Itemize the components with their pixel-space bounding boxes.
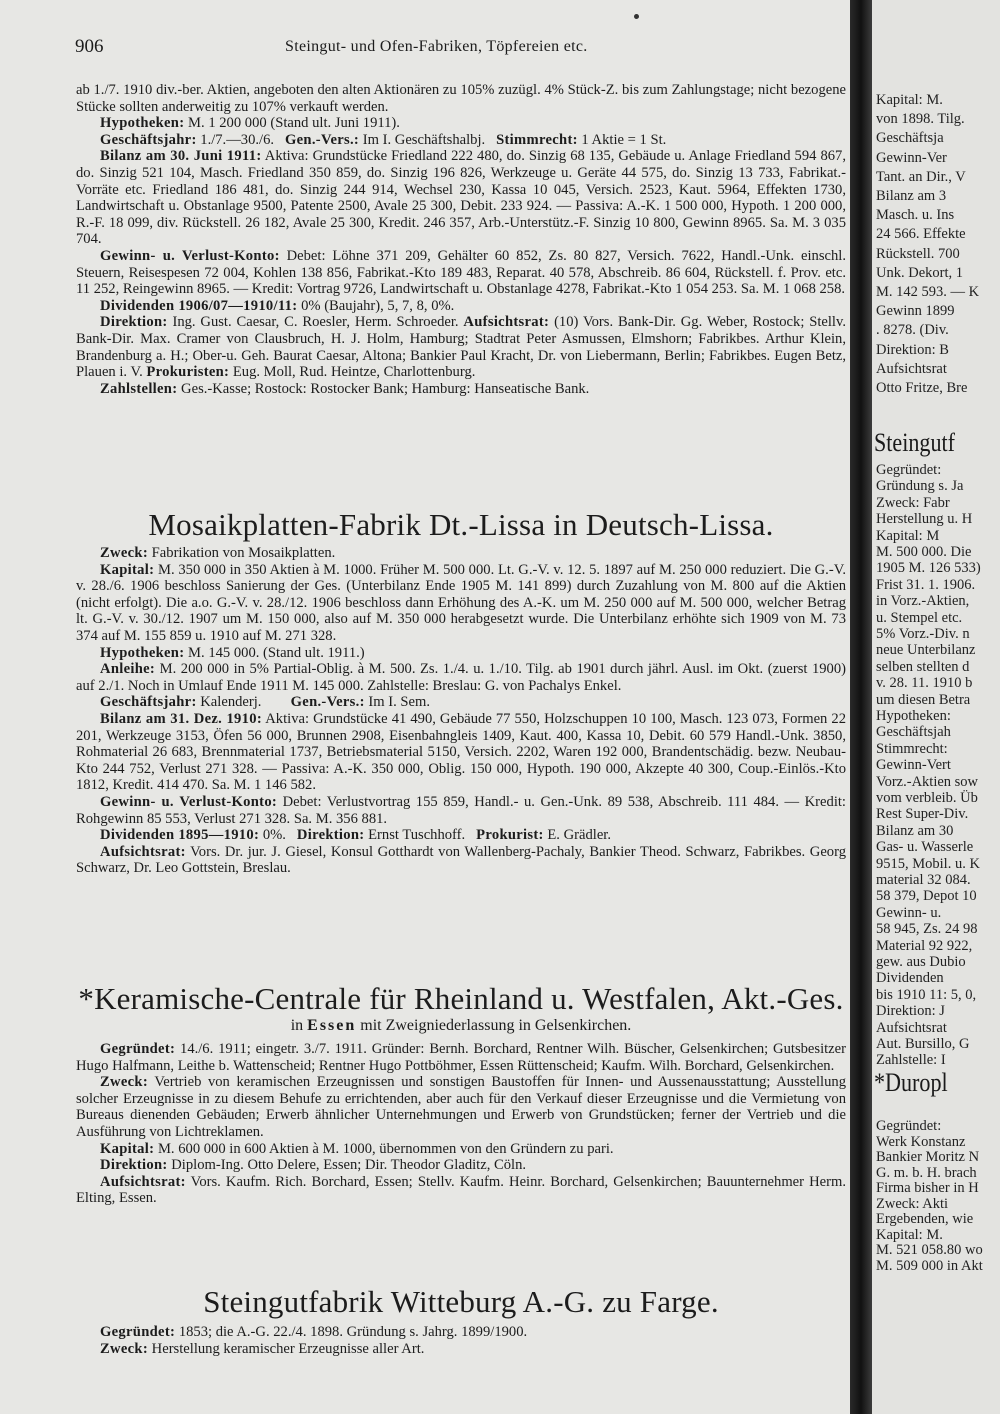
facing-page-line: Bilanz am 3 (876, 188, 947, 204)
entry-dividends (76, 298, 846, 315)
value: M. 200 000 in 5% Partial-Oblig. à M. 500. Zs. 1./4. u. 1./10. Tilg. ab 1901 durch jährl. Ausl. im Okt. (zuerst 1900) auf 2./1. Noch in Umlauf Ende 1911 M. 145 000. Zahlstelle: Breslau: G. von Pachalys Enkel. (76, 661, 846, 694)
facing-page-line: M. 521 058.80 wo (876, 1242, 983, 1258)
entry-paying-agents (76, 381, 846, 398)
facing-page-line: v. 28. 11. 1910 b (876, 675, 973, 692)
entry-balance (76, 711, 846, 794)
value: Vors. Kaufm. Rich. Borchard, Essen; Stellv. Kaufm. Heinr. Borchard, Gelsenkirchen; Bauunternehmer Herm. Elting, Essen. (76, 1173, 847, 1207)
entry-management (76, 1157, 846, 1174)
facing-page-line: bis 1910 11: 5, 0, (876, 986, 977, 1003)
company-entry (76, 545, 846, 877)
facing-page-line: Dividenden (876, 970, 944, 987)
label: Gewinn- u. Verlust-Konto: (100, 793, 278, 810)
facing-page-line: Bilanz am 30 (876, 822, 954, 839)
facing-page-line: Bankier Moritz N (876, 1149, 980, 1165)
company-title: *Keramische-Centrale für Rheinland u. Westfalen, Akt.-Ges. (78, 981, 844, 1016)
label: Zweck: (100, 1340, 149, 1357)
company-title: Mosaikplatten-Fabrik Dt.-Lissa in Deutsch-Lissa. (148, 507, 774, 542)
facing-page-line: Direktion: B (876, 341, 949, 358)
facing-page-line: Gewinn-Vert (876, 757, 951, 774)
prefix: in (290, 1017, 304, 1034)
value: M. 145 000. (Stand ult. 1911.) (188, 644, 365, 661)
value: Im I. Geschäftshalbj. (362, 131, 486, 148)
facing-page-line: Gewinn 1899 (876, 303, 955, 320)
facing-page-heading: Steingutf (874, 428, 956, 457)
label: Aufsichtsrat: (100, 1173, 186, 1190)
entry-founded (76, 1324, 846, 1341)
value: 1853; die A.-G. 22./4. 1898. Gründung s. Jahrg. 1899/1900. (178, 1324, 528, 1340)
facing-page-line: Tant. an Dir., V (876, 168, 966, 185)
facing-page-line: Kapital: M. (876, 92, 943, 108)
value: Diplom-Ing. Otto Delere, Essen; Dir. Theodor Gladitz, Cöln. (171, 1157, 527, 1174)
value: (10) Vors. Bank-Dir. Gg. Weber, Rostock; Stellv. Bank-Dir. Max. Cramer von Clausbruch, H. J. Holm, Hamburg; Stadtrat Peter Asmussen, Elmshorn; Fabrikbes. Arthur Klein, Brandenburg a. H.; Ober-u. Geh. Baurat Caesar, Altona; Bankier Paul Kracht, Dr. von Liebermann, Berlin; Fabrikbes. Eugen Betz, Plauen i. V. (76, 314, 846, 381)
company-title: Steingutfabrik Witteburg A.-G. zu Farge. (203, 1284, 719, 1319)
label: Prokuristen: (146, 364, 230, 381)
facing-page-line: Zahlstelle: I (876, 1052, 946, 1069)
facing-page-line: M. 142 593. — K (876, 284, 980, 300)
label: Aufsichtsrat: (463, 314, 550, 331)
facing-page-line: 5% Vorz.-Div. n (876, 626, 970, 642)
book-gutter (850, 0, 872, 1414)
facing-page-line: selben stellten d (876, 658, 970, 675)
facing-page-line: Herstellung u. H (876, 511, 973, 528)
running-title: Steingut- und Ofen-Fabriken, Töpfereien etc. (285, 38, 588, 55)
facing-page-line: gew. aus Dubio (876, 954, 966, 970)
value: Kalenderj. (200, 694, 262, 711)
facing-page-line: Rest Super-Div. (876, 806, 969, 823)
facing-page-line: 1905 M. 126 533) (876, 560, 981, 577)
facing-page-line: 58 945, Zs. 24 98 (876, 921, 978, 938)
entry-board (76, 314, 846, 380)
value: Aktiva: Grundstücke 41 490, Gebäude 77 550, Holzschuppen 10 100, Masch. 123 073, Formen 22 201, Werkzeuge 3153, Öfen 56 000, Brunnen 2908, Eisenbahngleis 1409, Kaut. 400, Kassa 10, Debit. 60 579 Handl.-Unk. 3850, Rohmaterial 26 683, Brennmaterial 1737, Betriebsmaterial 5150, Versich. 2202, Waren 192 000, Brandentschädig. bezw. Neubau-Kto 244 752, Verlust 271 328. — Passiva: A.-K. 350 000, Oblig. 150 000, Hypoth. 190 000, Akzepte 40 300, Coup.-Einlös.-Kto 1812, Kredit. 414 470. Sa. M. 1 146 582. (76, 710, 846, 794)
label: Aufsichtsrat: (100, 843, 186, 860)
entry-supervisory-board (76, 1174, 846, 1207)
facing-page-line: Material 92 922, (876, 937, 973, 954)
facing-page-line: Otto Fritze, Bre (876, 380, 968, 396)
label: Kapital: (100, 561, 155, 578)
entry-purpose (76, 545, 846, 562)
value: Debet: Verlustvortrag 155 859, Handl.- u. Gen.-Unk. 89 538, Abschreib. 111 484. — Kredit: Rohgewinn 85 553, Verlust 271 328. Sa. M. 356 881. (76, 793, 846, 827)
value: Herstellung keramischer Erzeugnisse aller Art. (151, 1340, 425, 1357)
page-number: 906 (75, 36, 104, 57)
label: Zahlstellen: (100, 380, 178, 397)
value: 14./6. 1911; eingetr. 3./7. 1911. Gründer: Bernh. Borchard, Rentner Wilh. Büscher, Gelsenkirchen; Gutsbesitzer Hugo Halfmann, Leithe b. Wattenscheid; Rentner Hugo Pottböhmer, Essen Rüttenscheid; Kaufm. Wilh. Borchard, Gelsenkirchen. (76, 1041, 846, 1074)
facing-page-line: Zweck: Fabr (876, 494, 950, 511)
facing-page-line: u. Stempel etc. (876, 609, 963, 626)
value: E. Grädler. (547, 827, 611, 844)
facing-page-line: material 32 084. (876, 872, 971, 888)
label: Anleihe: (100, 661, 156, 678)
rest: mit Zweigniederlassung in Gelsenkirchen. (360, 1017, 632, 1034)
entry-supervisory-board (76, 844, 846, 877)
facing-page-line: Frist 31. 1. 1906. (876, 576, 976, 593)
label: Gen.-Vers.: (285, 131, 360, 148)
facing-page-line: 9515, Mobil. u. K (876, 855, 980, 872)
facing-page-line: Gewinn- u. (876, 904, 942, 921)
facing-page-line: Geschäftsja (876, 130, 944, 147)
facing-page-line: Hypotheken: (876, 708, 951, 724)
label: Geschäftsjahr: (100, 694, 197, 711)
label: Direktion: (100, 1157, 168, 1174)
company-entry (76, 1324, 846, 1357)
label: Gewinn- u. Verlust-Konto: (100, 247, 280, 264)
label: Dividenden 1895—1910: (100, 827, 260, 844)
label: Dividenden 1906/07—1910/11: (100, 297, 298, 314)
facing-page-line: Vorz.-Aktien sow (876, 773, 979, 790)
facing-page-line: Direktion: J (876, 1003, 945, 1020)
entry-capital (76, 562, 846, 645)
facing-page-line: um diesen Betra (876, 691, 971, 708)
facing-page-line: M. 509 000 in Akt (876, 1257, 983, 1274)
label: Gegründet: (100, 1041, 176, 1057)
value: Im I. Sem. (368, 694, 431, 711)
value: Ing. Gust. Caesar, C. Roesler, Herm. Schroeder. (172, 314, 459, 331)
facing-page-line: von 1898. Tilg. (876, 111, 965, 128)
facing-page-line: Unk. Dekort, 1 (876, 264, 963, 281)
facing-page-line: Ergebenden, wie (876, 1211, 974, 1227)
company-entry (76, 1041, 846, 1207)
facing-page-line: M. 500 000. Die (876, 544, 972, 560)
label: Hypotheken: (100, 115, 185, 132)
value: Vors. Dr. jur. J. Giesel, Konsul Gotthardt von Wallenberg-Pachaly, Bankier Theod. Schwarz, Fabrikbes. Georg Schwarz, Dr. Leo Gottstein, Breslau. (76, 843, 846, 877)
label: Bilanz am 30. Juni 1911: (100, 148, 262, 165)
facing-page-line: Zweck: Akti (876, 1195, 949, 1212)
value: Fabrikation von Mosaikplatten. (151, 545, 336, 561)
value: Ernst Tuschhoff. (368, 827, 466, 844)
entry-purpose (76, 1341, 846, 1358)
entry-purpose (76, 1074, 846, 1140)
facing-page-line: . 8278. (Div. (876, 322, 949, 339)
label: Stimmrecht: (496, 131, 578, 148)
facing-page-line: Kapital: M (876, 527, 940, 544)
value: Debet: Löhne 371 209, Gehälter 60 852, Zs. 80 827, Versich. 7622, Handl.-Unk. einschl. Steuern, Reisespesen 72 004, Kohlen 138 856, Fabrikat.-Kto 189 483, Reparat. 40 578, Abschreib. 86 604, Rückstell. f. Prov. etc. 11 252, Reingewinn 8965. — Kredit: Vortrag 9726, Landwirtschaft u. Obstanlage 4278, Fabrikat.-Kto 1 054 253. Sa. M. 1 068 258. (76, 247, 846, 298)
facing-page-line: G. m. b. H. brach (876, 1164, 977, 1181)
entry-capital (76, 1141, 846, 1158)
entry-fiscal-year (76, 132, 846, 149)
facing-page-line: Aut. Bursillo, G (876, 1036, 970, 1052)
facing-page-heading: *Duropl (874, 1068, 948, 1097)
label: Zweck: (100, 545, 149, 561)
company-location (76, 1017, 846, 1035)
label: Direktion: (296, 827, 365, 844)
entry-dividends (76, 827, 846, 844)
value: 0%. (262, 827, 286, 844)
value: 1./7.—30./6. (200, 131, 275, 148)
value: Vertrieb von keramischen Erzeugnissen und sonstigen Baustoffen für Innen- und Aussenausstattung; Ausstellung solcher Erzeugnisse in zu diesem Behufe zu errichtenden, aber auch für den Verkauf dieser Erzeugnisse und die Vermietung von Bureaus dienenden Gebäuden; Erwerb ähnlicher Unternehmungen und Erwerb von Grundstücken; ferner der Vertrieb und die Ausführung von Lichtreklamen. (76, 1074, 846, 1140)
entry-profit-loss (76, 794, 846, 827)
value: 1 Aktie = 1 St. (581, 131, 667, 148)
facing-page-line: Gas- u. Wasserle (876, 839, 974, 856)
value: M. 600 000 in 600 Aktien à M. 1000, übernommen von den Gründern zu pari. (157, 1140, 614, 1157)
label: Gegründet: (100, 1324, 176, 1340)
facing-page-line: neue Unterbilanz (876, 642, 976, 659)
label: Geschäftsjahr: (100, 131, 197, 148)
facing-page-line: Rückstell. 700 (876, 245, 960, 262)
facing-page-edge (872, 0, 1000, 1414)
value: M. 350 000 in 350 Aktien à M. 1000. Früher M. 500 000. Lt. G.-V. v. 12. 5. 1897 auf M. 250 000 reduziert. Die G.-V. v. 28./6. 1906 beschloss Sanierung der Ges. (Unterbilanz Ende 1905 M. 141 899) durch Zuzahlung von M. 800 auf die Aktien (nicht erfolgt). Die a.o. G.-V. v. 28./12. 1906 beschloss dann Erhöhung des A.-K. um M. 250 000 auf M. 500 000, welcher Betrag lt. G.-V. v. 30./12. 1907 um M. 150 000, also auf M. 350 000 herabgesetzt wurde. Die Unterbilanz erhöhte sich 1909 von M. 73 374 auf M. 155 859 u. 1910 auf M. 271 328. (76, 561, 846, 644)
facing-page-line: Stimmrecht: (876, 740, 948, 757)
facing-page-line: Masch. u. Ins (876, 207, 955, 224)
facing-page-line: Gegründet: (876, 462, 942, 478)
section-continuation (76, 82, 846, 397)
label: Prokurist: (476, 827, 544, 844)
facing-page-line: Gegründet: (876, 1118, 942, 1134)
entry-fiscal-year (76, 694, 846, 711)
facing-page-line: Kapital: M. (876, 1226, 943, 1243)
entry-founded (76, 1041, 846, 1074)
facing-page-line: Firma bisher in H (876, 1180, 979, 1196)
value: Ges.-Kasse; Rostock: Rostocker Bank; Hamburg: Hanseatische Bank. (181, 380, 590, 397)
facing-page-line: Aufsichtsrat (876, 360, 947, 377)
facing-page-line: 24 566. Effekte (876, 226, 966, 243)
facing-page-line: in Vorz.-Aktien, (876, 593, 970, 610)
label: Zweck: (100, 1074, 149, 1091)
facing-page-line: vom verbleib. Üb (876, 790, 978, 806)
value: Eug. Moll, Rud. Heintze, Charlottenburg. (232, 364, 476, 381)
value: M. 1 200 000 (Stand ult. Juni 1911). (188, 115, 400, 132)
city: Essen (307, 1017, 357, 1034)
ink-spot (634, 14, 639, 19)
entry-loan (76, 661, 846, 694)
facing-page-line: Aufsichtsrat (876, 1019, 947, 1036)
label: Direktion: (100, 314, 168, 331)
facing-page-line: Gewinn-Ver (876, 149, 947, 166)
facing-page-line: Werk Konstanz (876, 1133, 966, 1150)
label: Gen.-Vers.: (290, 694, 365, 711)
facing-page-line: 58 379, Depot 10 (876, 888, 977, 905)
facing-page-line: Geschäftsjah (876, 724, 951, 741)
issue-note: ab 1./7. 1910 div.-ber. Aktien, angeboten den alten Aktionären zu 105% zuzügl. 4% Stück-Z. bis zum Zahlungstage; nicht bezogene Stücke sollten anderweitig zu 107% verkauft werden. (76, 82, 846, 115)
label: Hypotheken: (100, 644, 185, 661)
value: 0% (Baujahr), 5, 7, 8, 0%. (301, 297, 455, 314)
value: Aktiva: Grundstücke Friedland 222 480, do. Sinzig 68 135, Gebäude u. Anlage Friedland 594 867, do. Sinzig 521 104, Masch. Friedland 350 859, do. Sinzig 196 826, Werkzeuge u. Geräte 44 575, do. Sinzig 13 733, Fabrikat.-Vorräte etc. Friedland 186 481, do. Sinzig 244 914, Wechsel 230, Kassa 10 045, Versich. 2523, Kaut. 5964, Effekten 1730, Landwirtschaft u. Obstanlage 9500, Patente 2500, Avale 25 300, Debit. 233 924. — Passiva: A.-K. 1 500 000, Hypoth. 1 200 000, R.-F. 18 099, div. Rückstell. 26 182, Avale 25 300, Kredit. 246 357, Arb.-Unterstütz.-F. Sinzig 10 800, Gewinn 8965. Sa. M. 3 035 704. (76, 148, 846, 248)
label: Bilanz am 31. Dez. 1910: (100, 710, 263, 727)
entry-balance (76, 148, 846, 248)
facing-page-line: Gründung s. Ja (876, 478, 964, 495)
entry-mortgages (76, 115, 846, 132)
entry-mortgages (76, 645, 846, 662)
entry-profit-loss (76, 248, 846, 298)
label: Kapital: (100, 1140, 155, 1157)
